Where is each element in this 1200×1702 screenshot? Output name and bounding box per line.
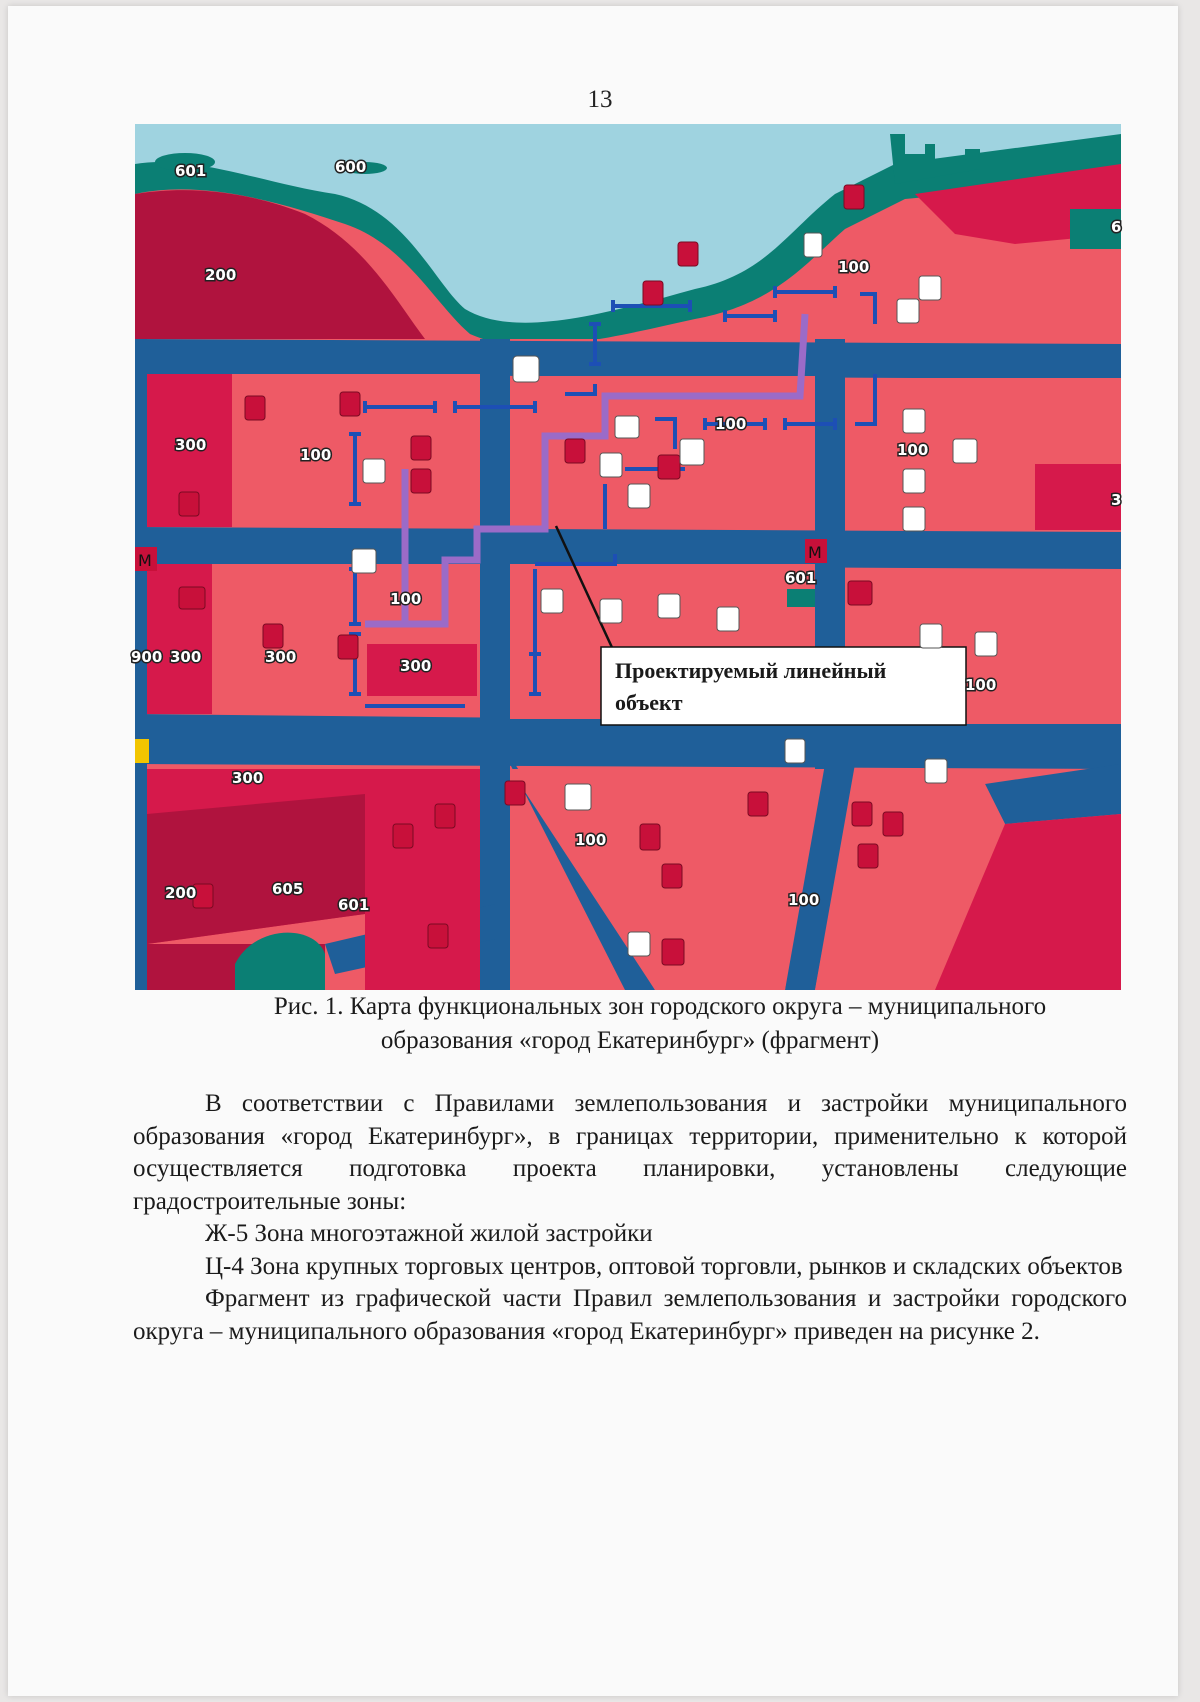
school-icon [680, 439, 704, 465]
svg-text:601: 601 [785, 569, 817, 587]
page-number: 13 [587, 86, 613, 113]
caption-line-1: Рис. 1. Карта функциональных зон городского округа – муниципального [273, 993, 1047, 1020]
school-icon [428, 924, 448, 948]
functional-zones-map [131, 124, 1122, 990]
store-icon [848, 581, 872, 605]
kindergarten-icon [393, 824, 413, 848]
svg-text:M: M [138, 551, 152, 570]
metro-sign-west [135, 547, 157, 571]
callout-line2: объект [615, 690, 683, 715]
museum-icon [804, 233, 822, 257]
school-icon [541, 589, 563, 613]
zone-commercial-sw [147, 564, 212, 714]
svg-text:605: 605 [272, 880, 304, 898]
school-icon [411, 469, 431, 493]
kindergarten-icon [678, 242, 698, 266]
kindergarten-icon [662, 939, 684, 965]
svg-text:100: 100 [897, 441, 929, 459]
svg-text:600: 600 [335, 158, 367, 176]
svg-text:100: 100 [788, 891, 820, 909]
sports-icon [925, 759, 947, 783]
svg-text:M: M [808, 543, 822, 562]
svg-text:100: 100 [965, 676, 997, 694]
svg-text:6: 6 [1111, 218, 1122, 236]
kindergarten-icon [435, 804, 455, 828]
zone-commercial-s2 [365, 769, 480, 990]
body-text [133, 1088, 1127, 1348]
store-icon [179, 587, 205, 609]
paragraph-zones-intro: В соответствии с Правилами землепользования и застройки муниципального образования «город Екатеринбург», в границах территории, применительно к которой осуществляется подготовка проекта планировки, установлены следующие градостроительные зоны: [133, 1090, 1127, 1215]
paragraph-zone-zh5: Ж-5 Зона многоэтажной жилой застройки [205, 1220, 653, 1247]
svg-text:100: 100 [715, 415, 747, 433]
paragraph-zone-ts4: Ц-4 Зона крупных торговых центров, оптовой торговли, рынков и складских объектов [205, 1252, 1123, 1280]
caption-line-2: образования «город Екатеринбург» (фрагмент) [380, 1027, 880, 1054]
zone-601-green [787, 589, 815, 607]
theatre-icon [615, 416, 639, 438]
kindergarten-icon [643, 281, 663, 305]
zone-3-commercial [1035, 464, 1121, 530]
svg-text:100: 100 [390, 590, 422, 608]
kindergarten-icon [245, 396, 265, 420]
kindergarten-icon [662, 864, 682, 888]
metro-sign-center [805, 539, 827, 563]
kindergarten-icon [903, 507, 925, 531]
kindergarten-icon [411, 436, 431, 460]
hospital-icon [565, 784, 591, 810]
svg-text:100: 100 [838, 258, 870, 276]
callout-box [601, 647, 966, 725]
school-icon [640, 824, 660, 850]
kindergarten-icon [505, 781, 525, 805]
svg-text:900: 900 [131, 648, 163, 666]
school-icon [658, 455, 680, 479]
svg-text:300: 300 [232, 769, 264, 787]
school-icon [903, 469, 925, 493]
hospital-icon [953, 439, 977, 463]
kindergarten-icon [263, 624, 283, 648]
paragraph-figure-ref: Фрагмент из графической части Правил землепользования и застройки городского округа – муниципального образования «город Екатеринбург» приведен на рисунке 2. [133, 1285, 1127, 1345]
svg-text:200: 200 [205, 266, 237, 284]
kindergarten-icon [565, 439, 585, 463]
school-icon [920, 624, 942, 648]
svg-text:3: 3 [1111, 491, 1122, 509]
kindergarten-icon [338, 635, 358, 659]
kindergarten-icon [919, 276, 941, 300]
svg-text:100: 100 [300, 446, 332, 464]
bridge-icon [785, 739, 805, 763]
kindergarten-icon [340, 392, 360, 416]
school-icon [600, 599, 622, 623]
road-sign-icon [135, 739, 149, 763]
svg-text:300: 300 [265, 648, 297, 666]
kindergarten-icon [628, 932, 650, 956]
school-icon [897, 299, 919, 323]
kindergarten-icon [717, 607, 739, 631]
kindergarten-icon [903, 409, 925, 433]
kindergarten-icon [628, 484, 650, 508]
kindergarten-icon [658, 594, 680, 618]
svg-text:300: 300 [175, 436, 207, 454]
svg-text:200: 200 [165, 884, 197, 902]
figure-caption [130, 990, 1130, 1058]
svg-text:100: 100 [575, 831, 607, 849]
kindergarten-icon [600, 453, 622, 477]
school-icon [852, 802, 872, 826]
house-icon [363, 459, 385, 483]
hospital-icon [352, 549, 376, 573]
school-icon [975, 632, 997, 656]
school-icon [858, 844, 878, 868]
callout-line1: Проектируемый линейный [615, 658, 887, 683]
store-icon [513, 356, 539, 382]
svg-text:601: 601 [338, 896, 370, 914]
svg-text:601: 601 [175, 162, 207, 180]
svg-text:300: 300 [170, 648, 202, 666]
kindergarten-icon [883, 812, 903, 836]
kindergarten-icon [748, 792, 768, 816]
svg-text:300: 300 [400, 657, 432, 675]
store-icon [179, 492, 199, 516]
kindergarten-icon [844, 185, 864, 209]
